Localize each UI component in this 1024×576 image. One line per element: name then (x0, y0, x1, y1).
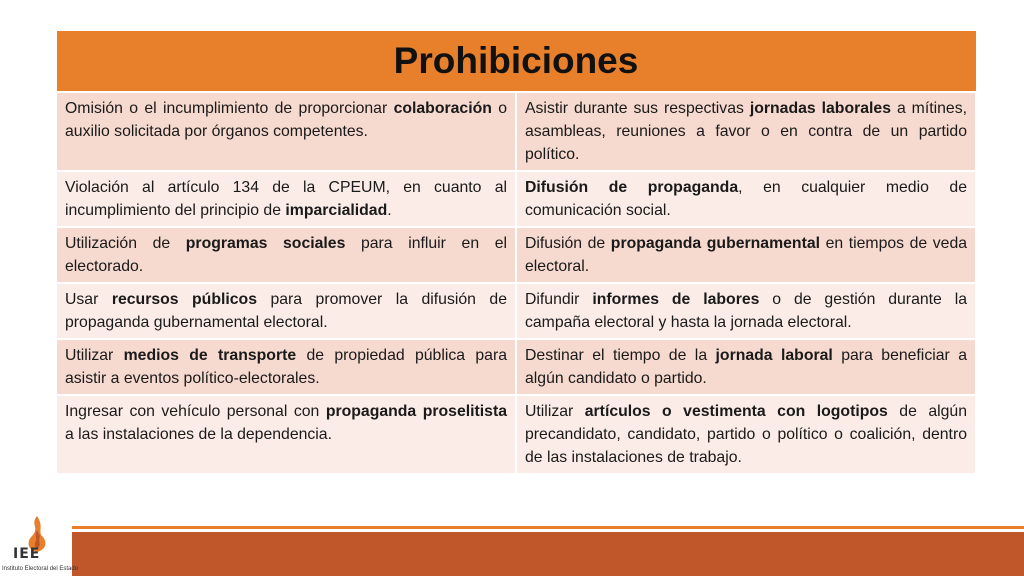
cell-text: Asistir durante sus respectivas (525, 100, 750, 117)
table-row (56, 227, 976, 283)
footer-bar (72, 532, 1024, 576)
cell-text: Violación al artículo 134 de la CPEUM, en cuanto al incumplimiento del principio de (65, 179, 507, 219)
emphasis-text: propaganda gubernamental (610, 235, 821, 252)
cell-text: para beneficiar a algún candidato o partido. (525, 347, 967, 387)
table-title: Prohibiciones (56, 31, 976, 93)
cell-text: Omisión o el incumplimiento de proporcionar (65, 100, 394, 117)
emphasis-text: recursos públicos (111, 291, 257, 308)
cell-text: Destinar el tiempo de la (525, 347, 716, 364)
table-row (56, 395, 976, 474)
cell-text: Usar (65, 291, 112, 308)
table-row (56, 171, 976, 227)
footer-accent-line (72, 526, 1024, 529)
logo-acronym: IEE (13, 546, 41, 562)
cell-text: o auxilio solicitada por órganos competentes. (65, 100, 507, 140)
cell-text: para influir en el electorado. (65, 235, 508, 275)
table-row (56, 283, 976, 339)
emphasis-text: colaboración (393, 100, 492, 117)
table-cell-right (516, 283, 976, 339)
cell-text: de propiedad pública para asistir a eventos político-electorales. (65, 347, 507, 387)
table-cell-right (516, 171, 976, 227)
cell-text: Utilización de (65, 235, 186, 252)
emphasis-text: programas sociales (185, 235, 346, 252)
emphasis-text: artículos o vestimenta con logotipos (584, 403, 888, 420)
cell-text: . (387, 202, 392, 219)
cell-text: de algún precandidato, candidato, partido o político o coalición, dentro de las instalaciones de trabajo. (525, 403, 967, 466)
table-row (56, 92, 976, 171)
table-cell-left (56, 171, 516, 227)
table-row (56, 339, 976, 395)
cell-text: a las instalaciones de la dependencia. (65, 426, 332, 443)
cell-text: Difundir (525, 291, 593, 308)
emphasis-text: propaganda proselitista (325, 403, 507, 420)
emphasis-text: informes de labores (592, 291, 760, 308)
cell-text: Ingresar con vehículo personal con (65, 403, 326, 420)
table-cell-left (56, 92, 516, 171)
cell-text: en tiempos de veda electoral. (525, 235, 968, 275)
table-cell-right (516, 92, 976, 171)
table-cell-left (56, 283, 516, 339)
cell-text: o de gestión durante la campaña electoral y hasta la jornada electoral. (525, 291, 967, 331)
emphasis-text: Difusión de propaganda (525, 179, 739, 196)
table-cell-right (516, 395, 976, 474)
table-cell-left (56, 395, 516, 474)
prohibiciones-table (55, 30, 977, 475)
emphasis-text: medios de transporte (123, 347, 297, 364)
table-body (56, 92, 976, 474)
cell-text: para promover la difusión de propaganda gubernamental electoral. (65, 291, 507, 331)
emphasis-text: jornada laboral (715, 347, 833, 364)
cell-text: Utilizar (525, 403, 585, 420)
table-cell-left (56, 339, 516, 395)
emphasis-text: imparcialidad (285, 202, 388, 219)
cell-text: Utilizar (65, 347, 124, 364)
table-cell-right (516, 339, 976, 395)
cell-text: a mítines, asambleas, reuniones a favor o en contra de un partido político. (525, 100, 967, 163)
table-cell-right (516, 227, 976, 283)
table-cell-left (56, 227, 516, 283)
logo-institution-name: Instituto Electoral del Estado (2, 566, 79, 572)
emphasis-text: jornadas laborales (749, 100, 891, 117)
cell-text: Difusión de (525, 235, 611, 252)
cell-text: , en cualquier medio de comunicación social. (525, 179, 967, 219)
